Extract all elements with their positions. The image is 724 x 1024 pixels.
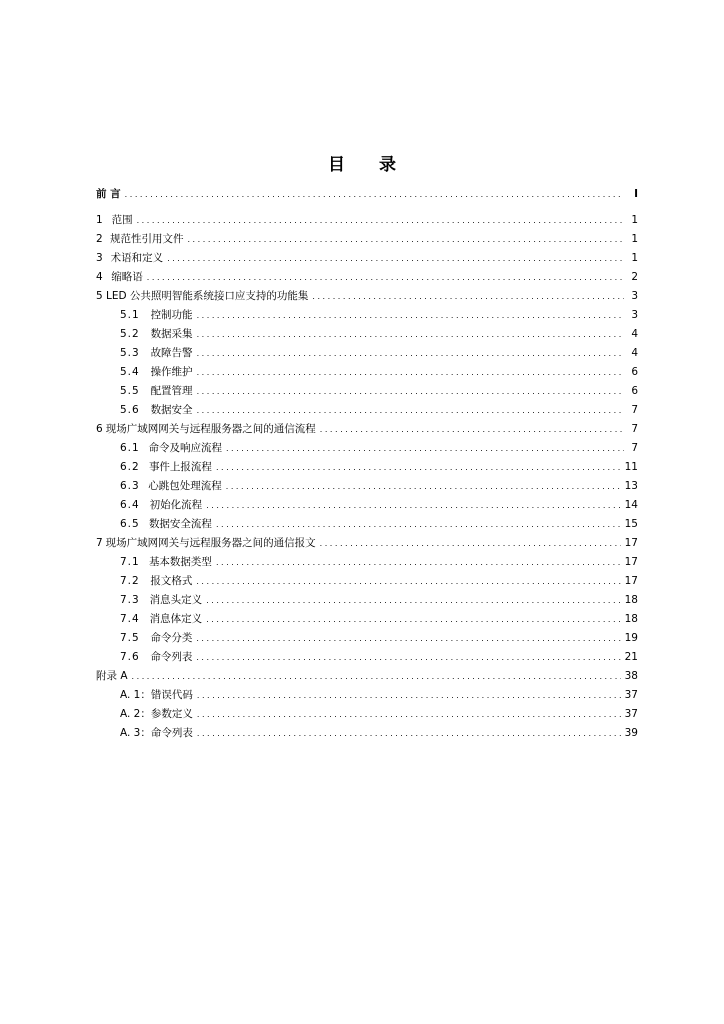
toc-dot-leader: [197, 306, 624, 325]
toc-entry-number: 7.2: [120, 575, 140, 587]
toc-entry-title: 数据安全流程: [148, 518, 212, 530]
toc-entry[interactable]: [96, 401, 638, 420]
toc-entry-title: 数据采集: [150, 328, 193, 340]
toc-entry-page: 7: [631, 442, 638, 454]
toc-entry-title: 故障告警: [150, 347, 193, 359]
toc-entry[interactable]: [96, 629, 638, 648]
toc-dot-leader: [167, 249, 624, 268]
toc-dot-leader: [206, 496, 620, 515]
toc-dot-leader: [137, 211, 624, 230]
table-of-contents: [96, 185, 638, 743]
toc-entry-page: 18: [624, 594, 638, 606]
toc-dot-leader: [197, 705, 621, 724]
toc-entry-page: 15: [624, 518, 638, 530]
toc-entry[interactable]: [96, 591, 638, 610]
toc-entry[interactable]: [96, 496, 638, 515]
toc-entry-number: 3: [96, 252, 103, 264]
toc-entry[interactable]: [96, 382, 638, 401]
toc-entry-page: 17: [624, 537, 638, 549]
toc-entry-title: 初始化流程: [149, 499, 203, 511]
toc-entry[interactable]: [96, 477, 638, 496]
toc-entry-number: 7.5: [120, 632, 140, 644]
toc-entry-number: 5: [96, 290, 103, 302]
toc-entry-title: 命令及响应流程: [148, 442, 222, 454]
toc-entry-title: 现场广域网网关与远程服务器之间的通信报文: [105, 537, 316, 549]
toc-entry[interactable]: [96, 325, 638, 344]
toc-dot-leader: [216, 515, 621, 534]
toc-entry-title: 缩略语: [111, 271, 143, 283]
toc-entry-number: 5.3: [120, 347, 140, 359]
toc-entry[interactable]: [96, 306, 638, 325]
toc-entry-title: 报文格式: [150, 575, 193, 587]
toc-entry-page: 7: [631, 423, 638, 435]
toc-entry[interactable]: [96, 534, 638, 553]
toc-entry-page: 1: [631, 252, 638, 264]
toc-entry-title: 范围: [111, 214, 133, 226]
toc-entry[interactable]: [96, 648, 638, 667]
toc-entry-title: 命令列表: [150, 651, 193, 663]
toc-entry-number: 2: [96, 233, 103, 245]
toc-entry[interactable]: [96, 268, 638, 287]
toc-entry-page: 38: [624, 670, 638, 682]
toc-entry-page: 1: [631, 214, 638, 226]
toc-entry-page: 4: [631, 347, 638, 359]
toc-entry[interactable]: [96, 667, 638, 686]
toc-entry[interactable]: [96, 724, 638, 743]
toc-entry-title: 附录 A: [96, 670, 128, 682]
toc-entry[interactable]: [96, 211, 638, 230]
toc-entry-page: 17: [624, 575, 638, 587]
toc-entry-number: 4: [96, 271, 103, 283]
toc-dot-leader: [196, 629, 620, 648]
toc-dot-leader: [197, 724, 621, 743]
toc-dot-leader: [206, 591, 620, 610]
toc-entry-title: 配置管理: [150, 385, 193, 397]
toc-entry[interactable]: [96, 515, 638, 534]
toc-entry-page: 18: [624, 613, 638, 625]
toc-entry-title: 消息头定义: [149, 594, 203, 606]
toc-entry-title: 基本数据类型: [148, 556, 212, 568]
toc-entry-number: 5.4: [120, 366, 140, 378]
toc-entry-page: 19: [624, 632, 638, 644]
toc-entry[interactable]: [96, 610, 638, 629]
toc-entry-number: 6.5: [120, 518, 140, 530]
toc-dot-leader: [196, 572, 620, 591]
toc-dot-leader: [216, 553, 621, 572]
toc-dot-leader: [216, 458, 621, 477]
toc-entry-number: 1: [96, 214, 103, 226]
toc-dot-leader: [320, 534, 621, 553]
toc-entry-page: 21: [624, 651, 638, 663]
toc-entry[interactable]: [96, 553, 638, 572]
toc-entry-title: 规范性引用文件: [109, 233, 184, 245]
toc-entry-number: 5.5: [120, 385, 140, 397]
toc-entry-page: 7: [631, 404, 638, 416]
toc-entry-number: 6.3: [120, 480, 140, 492]
toc-entry-page: 1: [631, 233, 638, 245]
toc-entry-page: 6: [631, 385, 638, 397]
toc-entry-page: 6: [631, 366, 638, 378]
toc-entry[interactable]: [96, 458, 638, 477]
toc-entry-number: 5.1: [120, 309, 140, 321]
toc-entry[interactable]: [96, 287, 638, 306]
toc-entry-title: 命令分类: [150, 632, 193, 644]
toc-entry[interactable]: [96, 439, 638, 458]
toc-entry-page: 13: [624, 480, 638, 492]
toc-entry-page: 11: [624, 461, 638, 473]
toc-dot-leader: [206, 610, 620, 629]
toc-entry[interactable]: [96, 230, 638, 249]
toc-dot-leader: [197, 344, 624, 363]
toc-entry-title: A. 3：命令列表: [120, 727, 193, 739]
toc-entry-number: 7.3: [120, 594, 140, 606]
toc-dot-leader: [132, 667, 621, 686]
toc-dot-leader: [197, 325, 624, 344]
toc-entry-page: 39: [624, 727, 638, 739]
toc-entry-page: 2: [631, 271, 638, 283]
toc-dot-leader: [226, 439, 624, 458]
toc-entry[interactable]: [96, 249, 638, 268]
toc-entry-number: 5.2: [120, 328, 140, 340]
toc-entry-page: I: [634, 188, 638, 200]
toc-entry-title: 心跳包处理流程: [148, 480, 222, 492]
toc-entry-title: A. 2：参数定义: [120, 708, 193, 720]
toc-dot-leader: [320, 420, 624, 439]
toc-entry-number: 6: [96, 423, 103, 435]
toc-entry-page: 17: [624, 556, 638, 568]
toc-entry[interactable]: [96, 344, 638, 363]
toc-entry-title: 消息体定义: [149, 613, 203, 625]
toc-dot-leader: [187, 230, 624, 249]
toc-dot-leader: [197, 363, 624, 382]
toc-entry-number: 6.2: [120, 461, 140, 473]
toc-dot-leader: [197, 382, 624, 401]
toc-dot-leader: [125, 185, 624, 204]
toc-entry[interactable]: [96, 420, 638, 439]
toc-entry[interactable]: [96, 572, 638, 591]
toc-entry-title: 前 言: [96, 188, 121, 200]
toc-entry-title: LED 公共照明智能系统接口应支持的功能集: [105, 290, 309, 302]
toc-entry-number: 6.1: [120, 442, 140, 454]
toc-entry-page: 3: [631, 290, 638, 302]
toc-entry-page: 37: [624, 689, 638, 701]
toc-entry-title: 数据安全: [150, 404, 193, 416]
toc-entry-number: 5.6: [120, 404, 140, 416]
toc-entry-number: 6.4: [120, 499, 140, 511]
toc-entry-number: 7.6: [120, 651, 140, 663]
toc-dot-leader: [197, 401, 624, 420]
toc-dot-leader: [197, 686, 621, 705]
toc-entry-number: 7.1: [120, 556, 140, 568]
toc-entry-title: 控制功能: [150, 309, 193, 321]
toc-dot-leader: [147, 268, 624, 287]
toc-entry-page: 3: [631, 309, 638, 321]
toc-dot-leader: [312, 287, 624, 306]
toc-dot-leader: [196, 648, 620, 667]
toc-entry[interactable]: [96, 185, 638, 204]
toc-entry[interactable]: [96, 705, 638, 724]
toc-entry-page: 4: [631, 328, 638, 340]
toc-entry-number: 7.4: [120, 613, 140, 625]
toc-entry-title: 事件上报流程: [148, 461, 212, 473]
toc-entry-title: A. 1：错误代码: [120, 689, 193, 701]
toc-entry-page: 37: [624, 708, 638, 720]
toc-entry-page: 14: [624, 499, 638, 511]
toc-entry-number: 7: [96, 537, 103, 549]
toc-entry-title: 操作维护: [150, 366, 193, 378]
toc-entry[interactable]: [96, 686, 638, 705]
toc-entry-title: 术语和定义: [110, 252, 164, 264]
toc-entry[interactable]: [96, 363, 638, 382]
toc-dot-leader: [226, 477, 621, 496]
toc-entry-title: 现场广域网网关与远程服务器之间的通信流程: [105, 423, 316, 435]
page-title: 目 录: [328, 155, 410, 175]
